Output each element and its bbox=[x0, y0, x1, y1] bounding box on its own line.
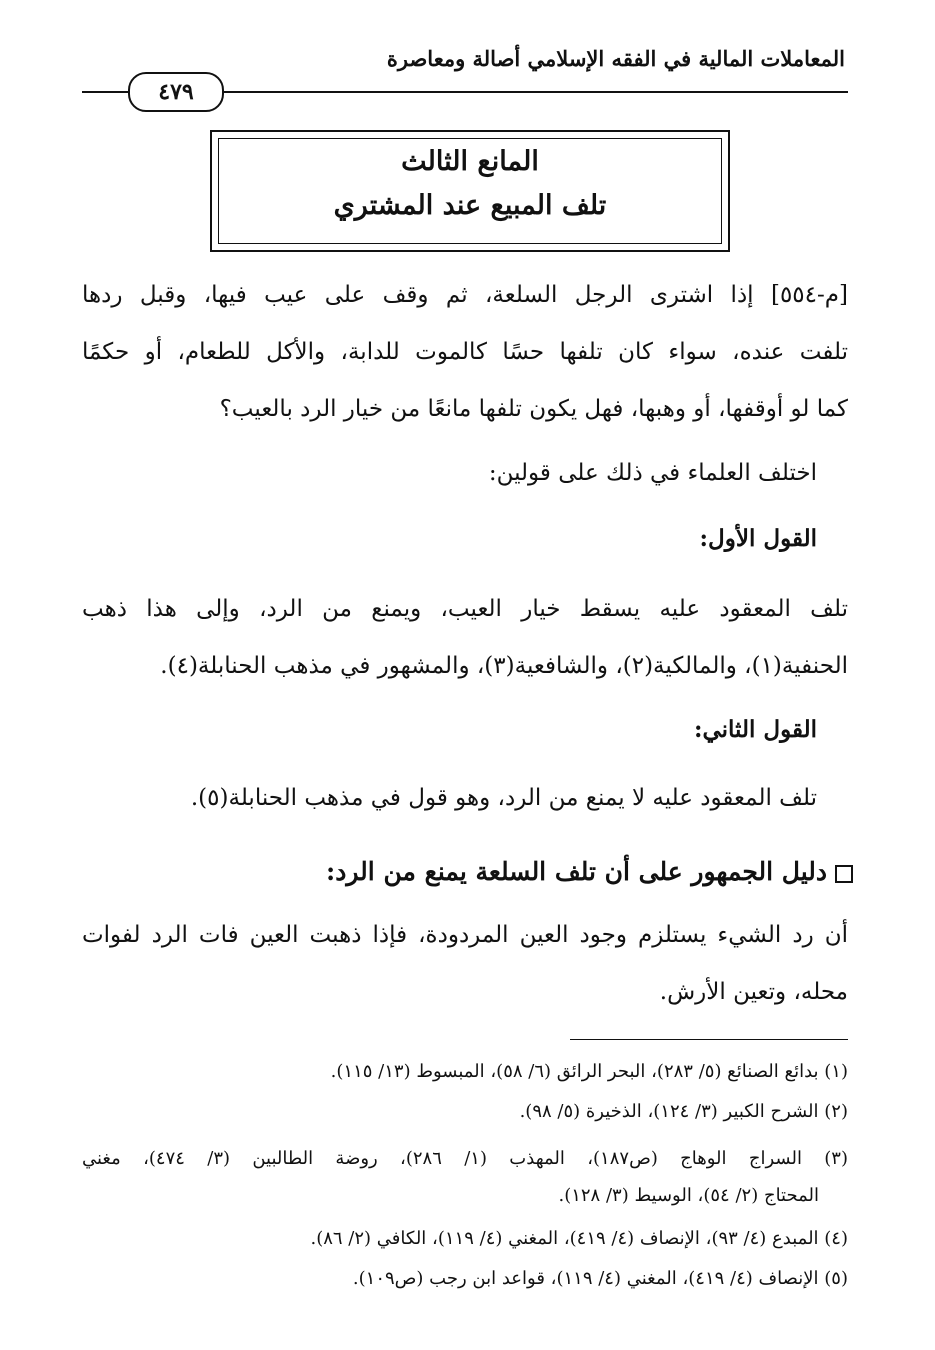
evidence-heading-text: دليل الجمهور على أن تلف السلعة يمنع من الرد: bbox=[326, 857, 827, 886]
section-heading-first-opinion: القول الأول: bbox=[699, 525, 817, 552]
page-number: ٤٧٩ bbox=[128, 72, 224, 112]
chapter-title-line2: تلف المبيع عند المشتري bbox=[333, 190, 607, 221]
footnote: (٣) السراج الوهاج (ص١٨٧)، المهذب (١/ ٢٨٦)، روضة الطالبين (٣/ ٤٧٤)، مغني bbox=[82, 1148, 848, 1169]
footnote: (١) بدائع الصنائع (٥/ ٢٨٣)، البحر الرائق (٦/ ٥٨)، المبسوط (١٣/ ١١٥). bbox=[330, 1061, 848, 1082]
footnote: (٢) الشرح الكبير (٣/ ١٢٤)، الذخيرة (٥/ ٩٨). bbox=[519, 1101, 848, 1122]
body-line: اختلف العلماء في ذلك على قولين: bbox=[488, 460, 817, 486]
body-line: تلفت عنده، سواء كان تلفها حسًا كالموت للدابة، والأكل للطعام، أو حكمًا bbox=[82, 339, 848, 365]
body-line: تلف المعقود عليه لا يمنع من الرد، وهو قول في مذهب الحنابلة(٥). bbox=[190, 785, 817, 811]
chapter-title-box bbox=[210, 130, 730, 252]
running-title: المعاملات المالية في الفقه الإسلامي أصالة ومعاصرة bbox=[386, 46, 845, 71]
body-line: أن رد الشيء يستلزم وجود العين المردودة، فإذا ذهبت العين فات الرد لفوات bbox=[82, 922, 848, 948]
chapter-title-line1: المانع الثالث bbox=[401, 146, 539, 177]
body-line: تلف المعقود عليه يسقط خيار العيب، ويمنع من الرد، وإلى هذا ذهب bbox=[82, 596, 849, 622]
footnote: (٤) المبدع (٤/ ٩٣)، الإنصاف (٤/ ٤١٩)، المغني (٤/ ١١٩)، الكافي (٢/ ٨٦). bbox=[310, 1228, 848, 1249]
evidence-heading bbox=[326, 855, 853, 889]
checkbox-bullet-icon bbox=[835, 865, 853, 883]
footnote-rule bbox=[570, 1039, 848, 1040]
body-line: محله، وتعين الأرش. bbox=[659, 979, 848, 1005]
body-line: الحنفية(١)، والمالكية(٢)، والشافعية(٣)، والمشهور في مذهب الحنابلة(٤). bbox=[160, 653, 848, 679]
body-line: كما لو أوقفها، أو وهبها، فهل يكون تلفها مانعًا من خيار الرد بالعيب؟ bbox=[219, 396, 848, 422]
section-heading-second-opinion: القول الثاني: bbox=[693, 716, 817, 743]
footnote: (٥) الإنصاف (٤/ ٤١٩)، المغني (٤/ ١١٩)، قواعد ابن رجب (ص١٠٩). bbox=[352, 1268, 848, 1289]
footnote-continuation: المحتاج (٢/ ٥٤)، الوسيط (٣/ ١٢٨). bbox=[558, 1185, 819, 1206]
body-line: [م-٥٥٤] إذا اشترى الرجل السلعة، ثم وقف على عيب فيها، وقبل ردها bbox=[82, 282, 848, 308]
